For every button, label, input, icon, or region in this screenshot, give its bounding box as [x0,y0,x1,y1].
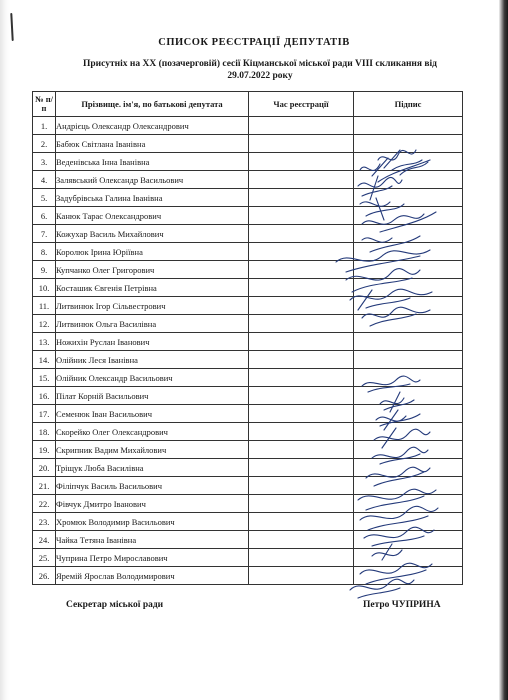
row-number: 7. [33,225,56,243]
signature-cell [354,261,463,279]
registration-time-cell [249,387,354,405]
registration-time-cell [249,171,354,189]
deputy-name: Ножихін Руслан Іванович [56,333,249,351]
deputy-name: Литвинюк Ігор Сільвестрович [56,297,249,315]
row-number: 22. [33,495,56,513]
subtitle-line-2: 29.07.2022 року [227,71,293,81]
registration-time-cell [249,243,354,261]
header-time: Час реєстрації [249,92,354,117]
signature-cell [354,513,463,531]
signature-cell [354,279,463,297]
deputy-name: Литвинюк Ольга Василівна [56,315,249,333]
scan-right-edge [499,0,508,700]
registration-table [32,91,463,585]
registration-time-cell [249,423,354,441]
deputy-name: Філіпчук Василь Васильович [56,477,249,495]
registration-time-cell [249,279,354,297]
table-row [33,171,463,189]
registration-time-cell [249,477,354,495]
table-row [33,459,463,477]
signature-cell [354,207,463,225]
row-number: 10. [33,279,56,297]
row-number: 3. [33,153,56,171]
row-number: 4. [33,171,56,189]
row-number: 6. [33,207,56,225]
row-number: 13. [33,333,56,351]
row-number: 14. [33,351,56,369]
registration-time-cell [249,207,354,225]
table-row [33,189,463,207]
table-row [33,477,463,495]
registration-time-cell [249,531,354,549]
row-number: 1. [33,117,56,135]
table-row [33,387,463,405]
table-row [33,153,463,171]
registration-time-cell [249,189,354,207]
registration-time-cell [249,405,354,423]
registration-time-cell [249,513,354,531]
table-row [33,369,463,387]
table-row [33,495,463,513]
row-number: 15. [33,369,56,387]
table-row [33,135,463,153]
row-number: 2. [33,135,56,153]
signature-cell [354,477,463,495]
signature-cell [354,153,463,171]
deputy-name: Тріщук Люба Василівна [56,459,249,477]
header-signature: Підпис [354,92,463,117]
table-row [33,243,463,261]
row-number: 18. [33,423,56,441]
table-row [33,117,463,135]
table-row [33,315,463,333]
row-number: 12. [33,315,56,333]
registration-time-cell [249,333,354,351]
deputy-name: Чайка Тетяна Іванівна [56,531,249,549]
deputy-name: Веденівська Інна Іванівна [56,153,249,171]
table-row [33,279,463,297]
registration-time-cell [249,351,354,369]
row-number: 16. [33,387,56,405]
subtitle-line-1: Присутніх на XX (позачерговій) сесії Кіцманської міської ради VIII скликання від [82,59,437,69]
header-name: Прізвище. ім'я, по батькові депутата [56,92,249,117]
table-row [33,405,463,423]
signature-cell [354,495,463,513]
deputy-name: Семенюк Іван Васильович [56,405,249,423]
table-row [33,567,463,585]
signature-cell [354,549,463,567]
deputy-name: Купчанко Олег Григорович [56,261,249,279]
table-header-row [33,92,463,117]
row-number: 20. [33,459,56,477]
signature-cell [354,459,463,477]
table-body [33,117,463,585]
row-number: 25. [33,549,56,567]
registration-time-cell [249,369,354,387]
registration-time-cell [249,459,354,477]
table-row [33,333,463,351]
deputy-name: Олійник Леся Іванівна [56,351,249,369]
deputy-name: Олійник Олександр Васильович [56,369,249,387]
deputy-name: Хромюк Володимир Васильович [56,513,249,531]
signature-cell [354,369,463,387]
signature-cell [354,243,463,261]
table-row [33,297,463,315]
deputy-name: Бабюк Світлана Іванівна [56,135,249,153]
signature-cell [354,387,463,405]
table-row [33,207,463,225]
row-number: 11. [33,297,56,315]
registration-time-cell [249,297,354,315]
row-number: 8. [33,243,56,261]
row-number: 21. [33,477,56,495]
signature-cell [354,297,463,315]
row-number: 19. [33,441,56,459]
secretary-position: Секретар міської ради [66,600,164,610]
signature-cell [354,315,463,333]
signature-cell [354,351,463,369]
row-number: 17. [33,405,56,423]
deputy-name: Задубрівська Галина Іванівна [56,189,249,207]
signature-cell [354,567,463,585]
signature-cell [354,225,463,243]
table-row [33,531,463,549]
table-row [33,351,463,369]
signature-cell [354,117,463,135]
registration-time-cell [249,117,354,135]
registration-time-cell [249,261,354,279]
registration-time-cell [249,567,354,585]
registration-time-cell [249,315,354,333]
registration-time-cell [249,549,354,567]
row-number: 23. [33,513,56,531]
deputy-name: Залявський Олександр Васильович [56,171,249,189]
signature-cell [354,405,463,423]
table-row [33,261,463,279]
registration-time-cell [249,495,354,513]
row-number: 26. [33,567,56,585]
deputy-name: Андрієць Олександр Олександрович [56,117,249,135]
table-row [33,549,463,567]
table-row [33,441,463,459]
table-row [33,225,463,243]
table-row [33,423,463,441]
secretary-name: Петро ЧУПРИНА [363,600,441,610]
signature-cell [354,423,463,441]
deputy-name: Скорейко Олег Олександрович [56,423,249,441]
deputy-name: Скрипник Вадим Михайлович [56,441,249,459]
signature-cell [354,135,463,153]
deputy-name: Кожухар Василь Михайлович [56,225,249,243]
signature-cell [354,333,463,351]
row-number: 9. [33,261,56,279]
header-number: № п/п [33,92,56,117]
registration-time-cell [249,153,354,171]
registration-time-cell [249,441,354,459]
deputy-name: Пілат Корній Васильович [56,387,249,405]
deputy-name: Чуприна Петро Мирославович [56,549,249,567]
signature-cell [354,531,463,549]
deputy-name: Канюк Тарас Олександрович [56,207,249,225]
row-number: 5. [33,189,56,207]
scan-left-edge [0,0,10,700]
deputy-name: Косташик Євгенія Петрівна [56,279,249,297]
signature-cell [354,441,463,459]
signature-cell [354,171,463,189]
document-subtitle [60,58,460,82]
row-number: 24. [33,531,56,549]
document-title: СПИСОК РЕЄСТРАЦІЇ ДЕПУТАТІВ [158,37,350,48]
deputy-name: Яремій Ярослав Володимирович [56,567,249,585]
signature-cell [354,189,463,207]
deputy-name: Фівчук Дмитро Іванович [56,495,249,513]
table-row [33,513,463,531]
registration-time-cell [249,225,354,243]
registration-time-cell [249,135,354,153]
deputy-name: Королюк Ірина Юріївна [56,243,249,261]
